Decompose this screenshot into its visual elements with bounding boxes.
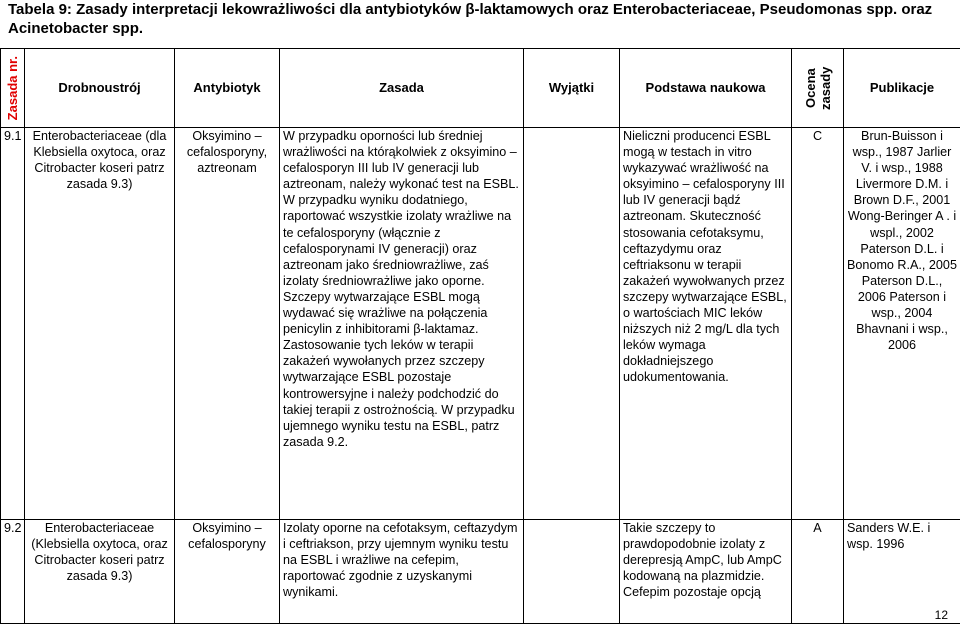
rule-grade: C (792, 128, 844, 520)
antibiotic-cell: Oksyimino – cefalosporyny, aztreonam (175, 128, 280, 520)
publications-cell: Sanders W.E. i wsp. 1996 (844, 520, 960, 624)
rule-cell: Izolaty oporne na cefotaksym, ceftazydym i ceftriakson, przy ujemnym wyniku testu na ESBL i wrażliwe na cefepim, raportować zgodnie z uzyskanymi wynikami. (280, 520, 524, 624)
header-drobnoustroj: Drobnoustrój (25, 49, 175, 128)
header-row (1, 49, 960, 128)
scientific-basis-cell: Takie szczepy to prawdopodobnie izolaty z derepresją AmpC, lub AmpC kodowaną na plazmidzie. Cefepim pozostaje opcją (620, 520, 792, 624)
rule-grade: A (792, 520, 844, 624)
page-number: 12 (934, 608, 948, 622)
organism-cell: Enterobacteriaceae (dla Klebsiella oxytoca, oraz Citrobacter koseri patrz zasada 9.3) (25, 128, 175, 520)
publications-cell: Brun-Buisson i wsp., 1987 Jarlier V. i wsp., 1988 Livermore D.M. i Brown D.F., 2001 Wong-Beringer A . i wspl., 2002 Paterson D.L. i Bonomo R.A., 2005 Paterson D.L., 2006 Paterson i wsp., 2004 Bhavnani i wsp., 2006 (844, 128, 960, 520)
rule-number: 9.2 (1, 520, 25, 624)
header-zasada-nr: Zasada nr. (1, 49, 25, 128)
table-title: Tabela 9: Zasady interpretacji lekowrażliwości dla antybiotyków β-laktamowych oraz Enterobacteriaceae, Pseudomonas spp. oraz Acinetobacter spp. (8, 1, 933, 37)
exceptions-cell (524, 520, 620, 624)
scientific-basis-cell: Nieliczni producenci ESBL mogą w testach in vitro wykazywać wrażliwość na oksyimino – cefalosporyny III lub IV generacji bądź aztreonam. Skuteczność stosowania cefotaksymu, ceftazydymu oraz ceftriaksonu w terapii zakażeń wywołwanych przez szczepy wytwarzające ESBL, o wartościach MIC leków niższych niż 2 mg/L dla tych leków wymaga dokładniejszego udokumentowania. (620, 128, 792, 520)
header-wyjatki: Wyjątki (524, 49, 620, 128)
rule-cell: W przypadku oporności lub średniej wrażliwości na którąkolwiek z oksyimino – cefalosporyn III lub IV generacji lub aztreonam, należy wykonać test na ESBL. W przypadku wyniku dodatniego, raportować wszystkie izolaty wrażliwe na te cefalosporyny (włącznie z cefalosporynami IV generacji) oraz aztreonam jako średniowrażliwe, zaś izolaty średniowrażliwe jako oporne. Szczepy wytwarzające ESBL mogą wydawać się wrażliwe na połączenia penicylin z inhibitorami β-laktamaz. Zastosowanie tych leków w terapii zakażeń wywołanych przez szczepy wytwarzające ESBL pozostaje kontrowersyjne i należy podchodzić do takiej terapii z ostrożnością. W przypadku ujemnego wyniku testu na ESBL, patrz zasada 9.2. (280, 128, 524, 520)
organism-cell: Enterobacteriaceae (Klebsiella oxytoca, oraz Citrobacter koseri patrz zasada 9.3) (25, 520, 175, 624)
rules-table (0, 48, 960, 624)
header-ocena: Ocena zasady (792, 49, 844, 128)
exceptions-cell (524, 128, 620, 520)
header-zasada: Zasada (280, 49, 524, 128)
header-podstawa: Podstawa naukowa (620, 49, 792, 128)
table-row (1, 520, 960, 624)
header-antybiotyk: Antybiotyk (175, 49, 280, 128)
table-row (1, 128, 960, 520)
antibiotic-cell: Oksyimino – cefalosporyny (175, 520, 280, 624)
header-publikacje: Publikacje (844, 49, 960, 128)
rule-number: 9.1 (1, 128, 25, 520)
